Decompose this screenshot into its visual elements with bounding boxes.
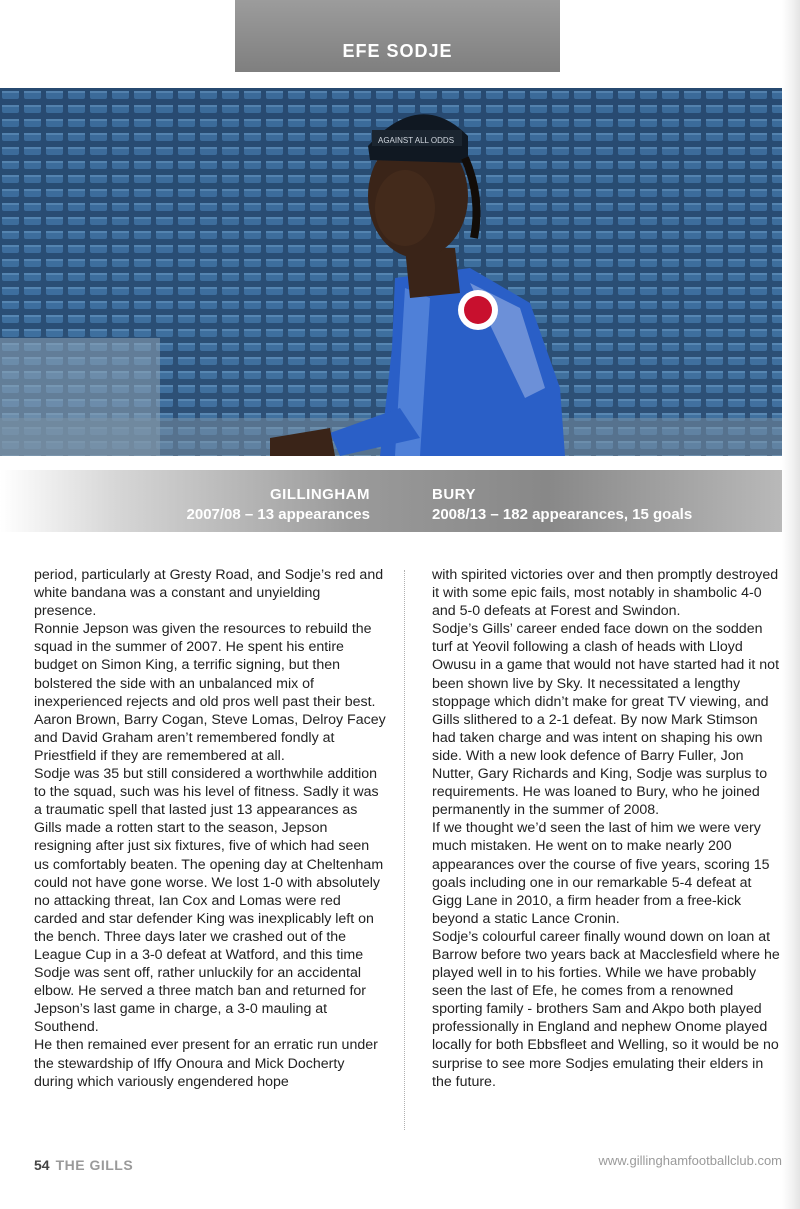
article-column-right bbox=[432, 566, 780, 1091]
page-title: EFE SODJE bbox=[342, 41, 453, 61]
article-column-left bbox=[34, 566, 386, 1091]
paragraph: Ronnie Jepson was given the resources to rebuild the squad in the summer of 2007. He spent his entire budget on Simon King, a terrific signing, but then bolstered the side with an unbalanced mix of inexperienced rejects and old pros well past their best. Aaron Brown, Barry Cogan, Steve Lomas, Delroy Facey and David Graham aren’t remembered fondly at Priestfield if they are remembered at all. bbox=[34, 621, 386, 764]
paragraph: period, particularly at Gresty Road, and Sodje’s red and white bandana was a constant and unyielding presence. bbox=[34, 567, 384, 620]
paragraph: Sodje was 35 but still considered a worthwhile addition to the squad, such was his level of fitness. Sadly it was a traumatic spell that lasted just 13 appearances as Gills made a rotten start to the season, Jepson resigning after just six fixtures, five of which had seen us comfortably beaten. The opening day at Cheltenham could not have gone worse. We lost 1-0 with absolutely no attacking threat, Ian Cox and Lomas were red carded and star defender King was inexplicably left on the bench. Three days later we crashed out of the League Cup in a 3-0 defeat at Watford, and this time Sodje was sent off, rather unluckily for an accidental elbow. He served a three match ban and returned for Jepson’s last game in charge, a 3-0 mauling at Southend. bbox=[34, 766, 384, 1036]
stats-band bbox=[0, 470, 782, 532]
paragraph: with spirited victories over and then promptly destroyed it with some epic fails, most notably in shambolic 4-0 and 5-0 defeats at Forest and Swindon. bbox=[432, 567, 779, 620]
club-record: 2007/08 – 13 appearances bbox=[186, 506, 370, 523]
magazine-name: THE GILLS bbox=[55, 1157, 134, 1173]
page-number: 54 bbox=[34, 1157, 50, 1173]
page-edge bbox=[782, 0, 800, 1209]
column-divider bbox=[404, 570, 405, 1130]
paragraph: Sodje’s colourful career finally wound down on loan at Barrow before two years back at Macclesfield where he played well in to his forties. While we have probably seen the last of Efe, he comes from a renowned sporting family - brothers Sam and Akpo both played professionally in England and nephew Onome played locally for both Ebbsfleet and Welling, so it would be no surprise to see more Sodjes emulating their elders in the future. bbox=[432, 928, 780, 1090]
paragraph: He then remained ever present for an erratic run under the stewardship of Iffy Onoura and Mick Docherty during which variously engendered hope bbox=[34, 1037, 378, 1090]
club-record: 2008/13 – 182 appearances, 15 goals bbox=[432, 506, 693, 523]
bandana-text: AGAINST ALL ODDS bbox=[378, 136, 455, 145]
club-name: GILLINGHAM bbox=[270, 486, 370, 503]
website-url[interactable]: www.gillinghamfootballclub.com bbox=[598, 1153, 782, 1168]
page-footer bbox=[34, 1157, 133, 1173]
club-name: BURY bbox=[432, 486, 476, 503]
title-tab bbox=[235, 0, 560, 72]
stat-gillingham bbox=[187, 486, 370, 523]
paragraph: If we thought we’d seen the last of him we were very much mistaken. He went on to make nearly 200 appearances over the course of five years, scoring 15 goals including one in our remarkable 5-4 defeat at Gigg Lane in 2010, a firm header from a free-kick beyond a static Lance Cronin. bbox=[432, 820, 770, 927]
paragraph: Sodje’s Gills’ career ended face down on the sodden turf at Yeovil following a clash of heads with Lloyd Owusu in a game that would not have started had it not been shown live by Sky. It necessitated a lengthy stoppage which didn’t make for great TV viewing, and Gills slithered to a 2-1 defeat. By now Mark Stimson had taken charge and was intent on shaping his own side. With a new look defence of Barry Fuller, Jon Nutter, Gary Richards and King, Sodje was surplus to requirements. He was loaned to Bury, who he joined permanently in the summer of 2008. bbox=[432, 621, 780, 819]
player-photo bbox=[0, 88, 782, 456]
stat-bury bbox=[432, 486, 692, 523]
